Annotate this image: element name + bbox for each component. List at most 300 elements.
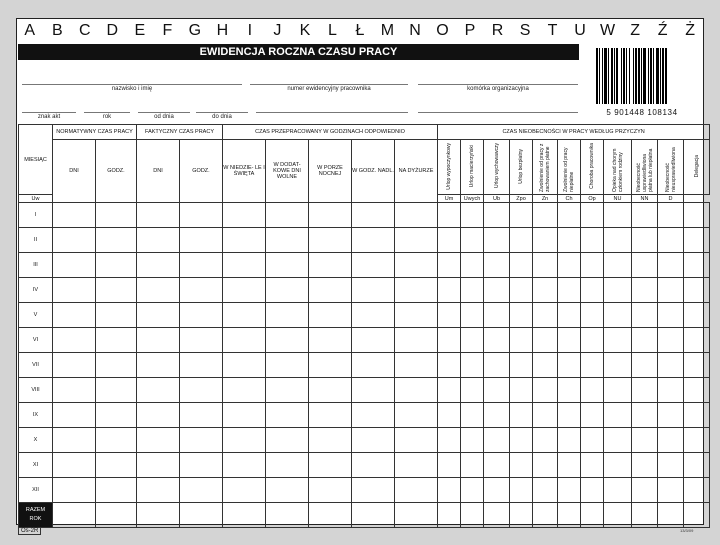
entry-cell[interactable] (395, 203, 438, 228)
total-cell[interactable] (533, 503, 558, 528)
entry-cell[interactable] (137, 228, 180, 253)
entry-cell[interactable] (352, 203, 395, 228)
absence-reason-label: Nieobecność nieusprawiedliwiona (664, 147, 677, 192)
entry-cell[interactable] (658, 353, 684, 378)
month-row (19, 353, 710, 378)
entry-cell[interactable] (96, 203, 137, 228)
entry-cell[interactable] (558, 278, 581, 303)
entry-cell[interactable] (604, 203, 632, 228)
entry-cell[interactable] (484, 353, 510, 378)
entry-cell[interactable] (53, 403, 96, 428)
form-title: EWIDENCJA ROCZNA CZASU PRACY (18, 44, 579, 60)
total-row (19, 503, 710, 528)
entry-cell[interactable] (223, 403, 266, 428)
entry-cell[interactable] (684, 403, 710, 428)
total-cell[interactable] (558, 503, 581, 528)
absence-reason-header (581, 140, 604, 195)
entry-cell[interactable] (510, 428, 533, 453)
absence-code: Um (438, 195, 461, 203)
entry-cell[interactable] (684, 278, 710, 303)
entry-cell[interactable] (658, 378, 684, 403)
entry-cell[interactable] (461, 328, 484, 353)
entry-cell[interactable] (581, 328, 604, 353)
entry-cell[interactable] (533, 403, 558, 428)
entry-cell[interactable] (484, 253, 510, 278)
alphabet-letter: M (380, 22, 395, 39)
entry-cell[interactable] (180, 228, 223, 253)
entry-cell[interactable] (684, 353, 710, 378)
entry-cell[interactable] (395, 428, 438, 453)
entry-cell[interactable] (96, 353, 137, 378)
entry-cell[interactable] (309, 428, 352, 453)
entry-cell[interactable] (180, 478, 223, 503)
entry-cell[interactable] (137, 403, 180, 428)
absence-header: CZAS NIEOBECNOŚCI W PRACY WEDŁUG PRZYCZYN (438, 125, 710, 140)
entry-cell[interactable] (309, 303, 352, 328)
actual-header: FAKTYCZNY CZAS PRACY (137, 125, 223, 140)
entry-cell[interactable] (223, 453, 266, 478)
entry-cell[interactable] (352, 253, 395, 278)
entry-cell[interactable] (352, 403, 395, 428)
entry-cell[interactable] (438, 253, 461, 278)
total-cell[interactable] (658, 503, 684, 528)
entry-cell[interactable] (604, 328, 632, 353)
total-label-line2: ROK (29, 516, 42, 522)
entry-cell[interactable] (395, 328, 438, 353)
entry-cell[interactable] (53, 378, 96, 403)
total-cell[interactable] (223, 503, 266, 528)
entry-cell[interactable] (684, 478, 710, 503)
entry-cell[interactable] (632, 403, 658, 428)
entry-cell[interactable] (604, 378, 632, 403)
entry-cell[interactable] (632, 428, 658, 453)
entry-cell[interactable] (309, 453, 352, 478)
total-cell[interactable] (510, 503, 533, 528)
entry-cell[interactable] (684, 203, 710, 228)
month-row (19, 378, 710, 403)
entry-cell[interactable] (658, 203, 684, 228)
entry-cell[interactable] (137, 478, 180, 503)
entry-cell[interactable] (223, 203, 266, 228)
entry-cell[interactable] (266, 303, 309, 328)
entry-cell[interactable] (461, 278, 484, 303)
entry-cell[interactable] (53, 478, 96, 503)
entry-cell[interactable] (658, 478, 684, 503)
entry-cell[interactable] (266, 328, 309, 353)
entry-cell[interactable] (395, 303, 438, 328)
entry-cell[interactable] (137, 453, 180, 478)
entry-cell[interactable] (266, 253, 309, 278)
entry-cell[interactable] (223, 353, 266, 378)
entry-cell[interactable] (438, 353, 461, 378)
absence-code: Uwych (461, 195, 484, 203)
entry-cell[interactable] (266, 478, 309, 503)
entry-cell[interactable] (96, 378, 137, 403)
month-row (19, 228, 710, 253)
entry-cell[interactable] (558, 328, 581, 353)
entry-cell[interactable] (658, 453, 684, 478)
entry-cell[interactable] (53, 353, 96, 378)
entry-cell[interactable] (558, 403, 581, 428)
entry-cell[interactable] (684, 303, 710, 328)
total-cell[interactable] (352, 503, 395, 528)
entry-cell[interactable] (53, 278, 96, 303)
entry-cell[interactable] (266, 453, 309, 478)
entry-cell[interactable] (395, 353, 438, 378)
entry-cell[interactable] (438, 403, 461, 428)
total-cell[interactable] (484, 503, 510, 528)
entry-cell[interactable] (510, 403, 533, 428)
entry-cell[interactable] (510, 453, 533, 478)
entry-cell[interactable] (137, 278, 180, 303)
entry-cell[interactable] (684, 253, 710, 278)
entry-cell[interactable] (309, 403, 352, 428)
entry-cell[interactable] (533, 278, 558, 303)
entry-cell[interactable] (484, 278, 510, 303)
entry-cell[interactable] (632, 328, 658, 353)
entry-cell[interactable] (352, 328, 395, 353)
entry-cell[interactable] (604, 253, 632, 278)
entry-cell[interactable] (484, 378, 510, 403)
entry-cell[interactable] (395, 378, 438, 403)
entry-cell[interactable] (352, 378, 395, 403)
alphabet-letter: U (574, 22, 586, 39)
entry-cell[interactable] (658, 328, 684, 353)
total-cell[interactable] (266, 503, 309, 528)
entry-cell[interactable] (581, 453, 604, 478)
entry-cell[interactable] (581, 428, 604, 453)
total-cell[interactable] (309, 503, 352, 528)
entry-cell[interactable] (309, 228, 352, 253)
entry-cell[interactable] (684, 428, 710, 453)
entry-cell[interactable] (558, 253, 581, 278)
absence-reason-header (510, 140, 533, 195)
entry-cell[interactable] (461, 253, 484, 278)
entry-cell[interactable] (223, 478, 266, 503)
entry-cell[interactable] (658, 228, 684, 253)
entry-cell[interactable] (581, 478, 604, 503)
entry-cell[interactable] (484, 403, 510, 428)
entry-cell[interactable] (223, 253, 266, 278)
entry-cell[interactable] (180, 303, 223, 328)
entry-cell[interactable] (533, 428, 558, 453)
entry-cell[interactable] (632, 253, 658, 278)
sundays-header: W NIEDZIE- LE I ŚWIĘTA (223, 140, 266, 203)
entry-cell[interactable] (96, 478, 137, 503)
entry-cell[interactable] (581, 353, 604, 378)
entry-cell[interactable] (180, 253, 223, 278)
entry-cell[interactable] (533, 478, 558, 503)
entry-cell[interactable] (137, 428, 180, 453)
entry-cell[interactable] (484, 228, 510, 253)
entry-cell[interactable] (266, 353, 309, 378)
month-label: XII (19, 478, 53, 503)
file-sign-line (22, 112, 76, 113)
entry-cell[interactable] (352, 303, 395, 328)
entry-cell[interactable] (53, 228, 96, 253)
entry-cell[interactable] (266, 403, 309, 428)
entry-cell[interactable] (604, 478, 632, 503)
entry-cell[interactable] (438, 203, 461, 228)
entry-cell[interactable] (266, 378, 309, 403)
entry-cell[interactable] (137, 203, 180, 228)
absence-reason-header (558, 140, 581, 195)
entry-cell[interactable] (266, 203, 309, 228)
entry-cell[interactable] (180, 278, 223, 303)
entry-cell[interactable] (581, 403, 604, 428)
entry-cell[interactable] (223, 228, 266, 253)
entry-cell[interactable] (309, 378, 352, 403)
entry-cell[interactable] (438, 228, 461, 253)
total-cell[interactable] (632, 503, 658, 528)
entry-cell[interactable] (438, 428, 461, 453)
entry-cell[interactable] (180, 378, 223, 403)
entry-cell[interactable] (223, 328, 266, 353)
entry-cell[interactable] (604, 428, 632, 453)
entry-cell[interactable] (53, 203, 96, 228)
entry-cell[interactable] (223, 428, 266, 453)
total-cell[interactable] (581, 503, 604, 528)
entry-cell[interactable] (352, 478, 395, 503)
entry-cell[interactable] (684, 228, 710, 253)
total-cell[interactable] (395, 503, 438, 528)
overtime-header: W GODZ. NADL. (352, 140, 395, 203)
month-row (19, 303, 710, 328)
entry-cell[interactable] (684, 453, 710, 478)
entry-cell[interactable] (352, 428, 395, 453)
alphabet-letter: P (464, 22, 476, 39)
entry-cell[interactable] (438, 478, 461, 503)
entry-cell[interactable] (510, 478, 533, 503)
entry-cell[interactable] (461, 303, 484, 328)
total-cell[interactable] (96, 503, 137, 528)
entry-cell[interactable] (558, 228, 581, 253)
entry-cell[interactable] (223, 378, 266, 403)
entry-cell[interactable] (461, 228, 484, 253)
entry-cell[interactable] (484, 428, 510, 453)
month-label: I (19, 203, 53, 228)
entry-cell[interactable] (96, 303, 137, 328)
entry-cell[interactable] (632, 453, 658, 478)
entry-cell[interactable] (684, 328, 710, 353)
entry-cell[interactable] (352, 453, 395, 478)
entry-cell[interactable] (484, 303, 510, 328)
absence-reason-label: Urlop wychowawczy (493, 143, 500, 189)
entry-cell[interactable] (96, 253, 137, 278)
entry-cell[interactable] (658, 278, 684, 303)
alphabet-letter: W (600, 22, 616, 39)
entry-cell[interactable] (581, 303, 604, 328)
entry-cell[interactable] (137, 378, 180, 403)
entry-cell[interactable] (96, 403, 137, 428)
entry-cell[interactable] (266, 428, 309, 453)
entry-cell[interactable] (461, 428, 484, 453)
entry-cell[interactable] (533, 453, 558, 478)
total-cell[interactable] (180, 503, 223, 528)
entry-cell[interactable] (395, 478, 438, 503)
absence-reason-header (461, 140, 484, 195)
entry-cell[interactable] (510, 203, 533, 228)
entry-cell[interactable] (223, 278, 266, 303)
entry-cell[interactable] (180, 328, 223, 353)
entry-cell[interactable] (558, 353, 581, 378)
entry-cell[interactable] (309, 278, 352, 303)
entry-cell[interactable] (180, 403, 223, 428)
entry-cell[interactable] (558, 428, 581, 453)
entry-cell[interactable] (510, 228, 533, 253)
entry-cell[interactable] (96, 428, 137, 453)
entry-cell[interactable] (96, 453, 137, 478)
entry-cell[interactable] (581, 203, 604, 228)
entry-cell[interactable] (266, 228, 309, 253)
entry-cell[interactable] (438, 453, 461, 478)
alphabet-letter: D (106, 22, 119, 39)
entry-cell[interactable] (438, 378, 461, 403)
entry-cell[interactable] (533, 378, 558, 403)
entry-cell[interactable] (309, 478, 352, 503)
entry-cell[interactable] (180, 203, 223, 228)
to-day-line (196, 112, 248, 113)
entry-cell[interactable] (510, 328, 533, 353)
entry-cell[interactable] (53, 303, 96, 328)
entry-cell[interactable] (632, 228, 658, 253)
entry-cell[interactable] (604, 228, 632, 253)
entry-cell[interactable] (53, 253, 96, 278)
entry-cell[interactable] (461, 378, 484, 403)
entry-cell[interactable] (558, 303, 581, 328)
entry-cell[interactable] (684, 378, 710, 403)
entry-cell[interactable] (581, 378, 604, 403)
entry-cell[interactable] (558, 478, 581, 503)
entry-cell[interactable] (604, 303, 632, 328)
entry-cell[interactable] (510, 278, 533, 303)
entry-cell[interactable] (558, 203, 581, 228)
entry-cell[interactable] (533, 328, 558, 353)
entry-cell[interactable] (309, 253, 352, 278)
entry-cell[interactable] (137, 303, 180, 328)
entry-cell[interactable] (484, 478, 510, 503)
entry-cell[interactable] (632, 378, 658, 403)
entry-cell[interactable] (484, 453, 510, 478)
total-cell[interactable] (604, 503, 632, 528)
total-cell[interactable] (438, 503, 461, 528)
total-cell[interactable] (461, 503, 484, 528)
entry-cell[interactable] (658, 253, 684, 278)
entry-cell[interactable] (632, 278, 658, 303)
entry-cell[interactable] (510, 303, 533, 328)
time-record-table (18, 124, 710, 528)
entry-cell[interactable] (604, 403, 632, 428)
name-line (22, 84, 242, 85)
entry-cell[interactable] (96, 278, 137, 303)
entry-cell[interactable] (96, 328, 137, 353)
month-row (19, 403, 710, 428)
entry-cell[interactable] (395, 278, 438, 303)
entry-cell[interactable] (581, 228, 604, 253)
total-cell[interactable] (53, 503, 96, 528)
free-days-header: W DODAT- KOWE DNI WOLNE (266, 140, 309, 203)
total-cell[interactable] (684, 503, 710, 528)
entry-cell[interactable] (558, 378, 581, 403)
entry-cell[interactable] (53, 453, 96, 478)
entry-cell[interactable] (309, 328, 352, 353)
entry-cell[interactable] (658, 428, 684, 453)
entry-cell[interactable] (438, 278, 461, 303)
to-day-label: do dnia (212, 114, 232, 120)
entry-cell[interactable] (581, 278, 604, 303)
entry-cell[interactable] (180, 353, 223, 378)
entry-cell[interactable] (266, 278, 309, 303)
entry-cell[interactable] (352, 353, 395, 378)
entry-cell[interactable] (510, 378, 533, 403)
entry-cell[interactable] (438, 328, 461, 353)
entry-cell[interactable] (533, 303, 558, 328)
entry-cell[interactable] (53, 328, 96, 353)
year-label: rok (102, 114, 112, 120)
entry-cell[interactable] (558, 453, 581, 478)
entry-cell[interactable] (395, 253, 438, 278)
entry-cell[interactable] (223, 303, 266, 328)
month-row (19, 278, 710, 303)
alphabet-letter: Ż (685, 22, 696, 39)
file-sign-label: znak akt (37, 114, 61, 120)
entry-cell[interactable] (137, 353, 180, 378)
entry-cell[interactable] (484, 328, 510, 353)
entry-cell[interactable] (658, 403, 684, 428)
entry-cell[interactable] (533, 353, 558, 378)
entry-cell[interactable] (461, 203, 484, 228)
entry-cell[interactable] (53, 428, 96, 453)
entry-cell[interactable] (533, 253, 558, 278)
entry-cell[interactable] (461, 353, 484, 378)
entry-cell[interactable] (533, 203, 558, 228)
entry-cell[interactable] (309, 203, 352, 228)
entry-cell[interactable] (604, 353, 632, 378)
entry-cell[interactable] (137, 253, 180, 278)
entry-cell[interactable] (604, 278, 632, 303)
entry-cell[interactable] (180, 428, 223, 453)
entry-cell[interactable] (438, 303, 461, 328)
entry-cell[interactable] (137, 328, 180, 353)
entry-cell[interactable] (309, 353, 352, 378)
entry-cell[interactable] (461, 453, 484, 478)
entry-cell[interactable] (96, 228, 137, 253)
entry-cell[interactable] (484, 203, 510, 228)
entry-cell[interactable] (604, 453, 632, 478)
entry-cell[interactable] (632, 353, 658, 378)
entry-cell[interactable] (510, 353, 533, 378)
entry-cell[interactable] (632, 478, 658, 503)
entry-cell[interactable] (632, 203, 658, 228)
entry-cell[interactable] (395, 453, 438, 478)
entry-cell[interactable] (533, 228, 558, 253)
entry-cell[interactable] (461, 478, 484, 503)
entry-cell[interactable] (180, 453, 223, 478)
absence-reason-label: Choroba pracownika (589, 143, 596, 189)
absence-code: Ub (484, 195, 510, 203)
entry-cell[interactable] (395, 403, 438, 428)
entry-cell[interactable] (632, 303, 658, 328)
entry-cell[interactable] (461, 403, 484, 428)
absence-code: Zpo (510, 195, 533, 203)
entry-cell[interactable] (581, 253, 604, 278)
entry-cell[interactable] (510, 253, 533, 278)
entry-cell[interactable] (352, 278, 395, 303)
entry-cell[interactable] (658, 303, 684, 328)
entry-cell[interactable] (352, 228, 395, 253)
entry-cell[interactable] (395, 228, 438, 253)
total-cell[interactable] (137, 503, 180, 528)
